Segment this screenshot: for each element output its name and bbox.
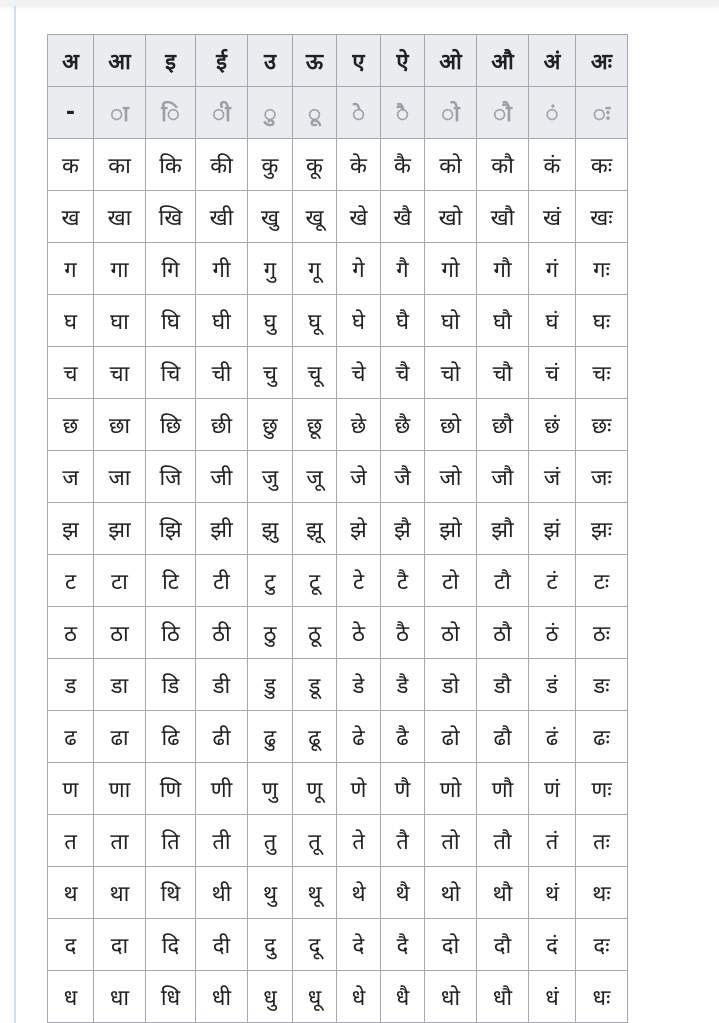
barakhadi-table [47,34,628,1023]
syllable-cell: थी [196,867,248,919]
syllable-cell: चु [248,347,293,399]
syllable-cell: तं [529,815,576,867]
syllable-cell: धी [196,971,248,1023]
syllable-cell: धि [146,971,196,1023]
syllable-cell: जो [425,451,477,503]
syllable-cell: कि [146,139,196,191]
top-bar [0,0,719,6]
syllable-cell: ण [48,763,94,815]
syllable-cell: तो [425,815,477,867]
syllable-cell: डू [293,659,337,711]
syllable-cell: ढं [529,711,576,763]
syllable-cell: गि [146,243,196,295]
syllable-cell: गा [94,243,146,295]
syllable-cell: ठि [146,607,196,659]
syllable-cell: घः [576,295,628,347]
syllable-cell: घं [529,295,576,347]
syllable-cell: डो [425,659,477,711]
syllable-cell: घ [48,295,94,347]
syllable-cell: घु [248,295,293,347]
syllable-cell: झु [248,503,293,555]
syllable-cell: गै [381,243,425,295]
syllable-cell: णं [529,763,576,815]
matra-header-cell: ु [248,87,293,139]
table-row [48,139,628,191]
syllable-cell: टे [337,555,381,607]
syllable-cell: जः [576,451,628,503]
syllable-cell: ड [48,659,94,711]
vowel-header-cell: औ [477,35,529,87]
syllable-cell: टू [293,555,337,607]
syllable-cell: धौ [477,971,529,1023]
syllable-cell: जि [146,451,196,503]
vowel-header-cell: ई [196,35,248,87]
syllable-cell: चं [529,347,576,399]
syllable-cell: च [48,347,94,399]
matra-header-cell: े [337,87,381,139]
table-row [48,607,628,659]
syllable-cell: ठं [529,607,576,659]
syllable-cell: खं [529,191,576,243]
syllable-cell: ग [48,243,94,295]
matra-header-cell: ं [529,87,576,139]
syllable-cell: घी [196,295,248,347]
matra-header-cell: ा [94,87,146,139]
syllable-cell: धः [576,971,628,1023]
table-row [48,347,628,399]
syllable-cell: गी [196,243,248,295]
syllable-cell: टा [94,555,146,607]
syllable-cell: घै [381,295,425,347]
syllable-cell: खो [425,191,477,243]
syllable-cell: चौ [477,347,529,399]
syllable-cell: चू [293,347,337,399]
syllable-cell: धै [381,971,425,1023]
syllable-cell: छौ [477,399,529,451]
syllable-cell: दु [248,919,293,971]
syllable-cell: ठै [381,607,425,659]
syllable-cell: ती [196,815,248,867]
syllable-cell: णि [146,763,196,815]
syllable-cell: खि [146,191,196,243]
syllable-cell: झे [337,503,381,555]
syllable-cell: ठा [94,607,146,659]
syllable-cell: ठ [48,607,94,659]
syllable-cell: गो [425,243,477,295]
syllable-cell: ढा [94,711,146,763]
syllable-cell: ढो [425,711,477,763]
syllable-cell: णू [293,763,337,815]
syllable-cell: णु [248,763,293,815]
syllable-cell: णा [94,763,146,815]
syllable-cell: ठु [248,607,293,659]
syllable-cell: गं [529,243,576,295]
syllable-cell: ठः [576,607,628,659]
syllable-cell: ते [337,815,381,867]
matra-header-cell: ौ [477,87,529,139]
table-row [48,763,628,815]
syllable-cell: डं [529,659,576,711]
syllable-cell: छः [576,399,628,451]
matra-header-cell: ो [425,87,477,139]
syllable-cell: डौ [477,659,529,711]
syllable-cell: ढु [248,711,293,763]
syllable-cell: था [94,867,146,919]
syllable-cell: थः [576,867,628,919]
syllable-cell: छि [146,399,196,451]
syllable-cell: द [48,919,94,971]
syllable-cell: जु [248,451,293,503]
syllable-cell: णो [425,763,477,815]
syllable-cell: टः [576,555,628,607]
syllable-cell: खू [293,191,337,243]
syllable-cell: ढ [48,711,94,763]
table-row [48,919,628,971]
syllable-cell: घू [293,295,337,347]
syllable-cell: गे [337,243,381,295]
table-row [48,815,628,867]
syllable-cell: ठे [337,607,381,659]
syllable-cell: णः [576,763,628,815]
syllable-cell: को [425,139,477,191]
syllable-cell: डै [381,659,425,711]
matra-header-cell: ी [196,87,248,139]
syllable-cell: तु [248,815,293,867]
syllable-cell: टि [146,555,196,607]
syllable-cell: घौ [477,295,529,347]
syllable-cell: ठो [425,607,477,659]
syllable-cell: ढू [293,711,337,763]
syllable-cell: धं [529,971,576,1023]
syllable-cell: थं [529,867,576,919]
matra-header-cell: ै [381,87,425,139]
syllable-cell: टी [196,555,248,607]
syllable-cell: टु [248,555,293,607]
syllable-cell: झा [94,503,146,555]
table-row [48,243,628,295]
matra-header-cell: ः [576,87,628,139]
syllable-cell: ढि [146,711,196,763]
syllable-cell: डा [94,659,146,711]
table-row [48,503,628,555]
syllable-cell: जै [381,451,425,503]
syllable-cell: णै [381,763,425,815]
vowel-header-cell: आ [94,35,146,87]
syllable-cell: झै [381,503,425,555]
syllable-cell: टो [425,555,477,607]
matra-header-cell: ि [146,87,196,139]
syllable-cell: ठौ [477,607,529,659]
syllable-cell: झः [576,503,628,555]
syllable-cell: तः [576,815,628,867]
syllable-cell: दू [293,919,337,971]
syllable-cell: णौ [477,763,529,815]
syllable-cell: थै [381,867,425,919]
syllable-cell: खः [576,191,628,243]
syllable-cell: ठी [196,607,248,659]
syllable-cell: चै [381,347,425,399]
syllable-cell: झि [146,503,196,555]
syllable-cell: छो [425,399,477,451]
syllable-cell: टं [529,555,576,607]
syllable-cell: जी [196,451,248,503]
syllable-cell: चा [94,347,146,399]
syllable-cell: कं [529,139,576,191]
syllable-cell: दै [381,919,425,971]
syllable-cell: डी [196,659,248,711]
syllable-cell: टै [381,555,425,607]
syllable-cell: ठू [293,607,337,659]
syllable-cell: जे [337,451,381,503]
table-row [48,659,628,711]
syllable-cell: घि [146,295,196,347]
matra-header-cell: ू [293,87,337,139]
syllable-cell: छे [337,399,381,451]
syllable-cell: दा [94,919,146,971]
syllable-cell: झू [293,503,337,555]
syllable-cell: छ [48,399,94,451]
syllable-cell: गु [248,243,293,295]
syllable-cell: चे [337,347,381,399]
syllable-cell: डि [146,659,196,711]
syllable-cell: तू [293,815,337,867]
table-row [48,295,628,347]
table-row [48,971,628,1023]
syllable-cell: खु [248,191,293,243]
syllable-cell: घे [337,295,381,347]
syllable-cell: खी [196,191,248,243]
syllable-cell: चः [576,347,628,399]
syllable-cell: ख [48,191,94,243]
syllable-cell: ढौ [477,711,529,763]
syllable-cell: क [48,139,94,191]
syllable-cell: टौ [477,555,529,607]
syllable-cell: थौ [477,867,529,919]
syllable-cell: ढे [337,711,381,763]
syllable-cell: छू [293,399,337,451]
syllable-cell: णी [196,763,248,815]
syllable-cell: थ [48,867,94,919]
syllable-cell: थु [248,867,293,919]
syllable-cell: थे [337,867,381,919]
syllable-cell: दो [425,919,477,971]
vowel-header-cell: अः [576,35,628,87]
syllable-cell: डु [248,659,293,711]
syllable-cell: छा [94,399,146,451]
syllable-cell: कु [248,139,293,191]
syllable-cell: दे [337,919,381,971]
vowel-header-cell: ए [337,35,381,87]
vowel-header-row [48,35,628,87]
syllable-cell: दौ [477,919,529,971]
syllable-cell: ध [48,971,94,1023]
syllable-cell: ढै [381,711,425,763]
syllable-cell: जा [94,451,146,503]
syllable-cell: छं [529,399,576,451]
table-row [48,555,628,607]
syllable-cell: कू [293,139,337,191]
syllable-cell: थि [146,867,196,919]
syllable-cell: धा [94,971,146,1023]
syllable-cell: धू [293,971,337,1023]
syllable-cell: घो [425,295,477,347]
syllable-cell: घा [94,295,146,347]
syllable-cell: खौ [477,191,529,243]
syllable-cell: ति [146,815,196,867]
table-row [48,867,628,919]
vowel-header-cell: ऊ [293,35,337,87]
syllable-cell: गौ [477,243,529,295]
syllable-cell: छै [381,399,425,451]
syllable-cell: कौ [477,139,529,191]
syllable-cell: डे [337,659,381,711]
syllable-cell: ची [196,347,248,399]
vowel-header-cell: इ [146,35,196,87]
syllable-cell: खे [337,191,381,243]
syllable-cell: झौ [477,503,529,555]
syllable-cell: खा [94,191,146,243]
syllable-cell: दि [146,919,196,971]
table-row [48,399,628,451]
matra-header-cell: - [48,87,94,139]
syllable-cell: ट [48,555,94,607]
syllable-cell: खै [381,191,425,243]
syllable-cell: जं [529,451,576,503]
syllable-cell: त [48,815,94,867]
vowel-header-cell: अं [529,35,576,87]
table-row [48,191,628,243]
syllable-cell: डः [576,659,628,711]
syllable-cell: कै [381,139,425,191]
vowel-header-cell: अ [48,35,94,87]
syllable-cell: दी [196,919,248,971]
syllable-cell: कः [576,139,628,191]
syllable-cell: झं [529,503,576,555]
syllable-cell: णे [337,763,381,815]
syllable-cell: झ [48,503,94,555]
syllable-cell: ता [94,815,146,867]
syllable-cell: धो [425,971,477,1023]
table-row [48,711,628,763]
syllable-cell: झी [196,503,248,555]
syllable-cell: झो [425,503,477,555]
syllable-cell: की [196,139,248,191]
syllable-cell: दं [529,919,576,971]
syllable-cell: गू [293,243,337,295]
syllable-cell: धे [337,971,381,1023]
syllable-cell: जौ [477,451,529,503]
syllable-cell: दः [576,919,628,971]
matra-header-row [48,87,628,139]
syllable-cell: ढः [576,711,628,763]
syllable-cell: चो [425,347,477,399]
syllable-cell: धु [248,971,293,1023]
vowel-header-cell: उ [248,35,293,87]
syllable-cell: ज [48,451,94,503]
left-border-rule [14,6,16,1023]
syllable-cell: छु [248,399,293,451]
syllable-cell: छी [196,399,248,451]
syllable-cell: ढी [196,711,248,763]
syllable-cell: थो [425,867,477,919]
syllable-cell: तौ [477,815,529,867]
table-row [48,451,628,503]
syllable-cell: के [337,139,381,191]
syllable-cell: जू [293,451,337,503]
table-body [48,35,628,1023]
syllable-cell: गः [576,243,628,295]
vowel-header-cell: ओ [425,35,477,87]
syllable-cell: तै [381,815,425,867]
syllable-cell: का [94,139,146,191]
vowel-header-cell: ऐ [381,35,425,87]
syllable-cell: चि [146,347,196,399]
syllable-cell: थू [293,867,337,919]
